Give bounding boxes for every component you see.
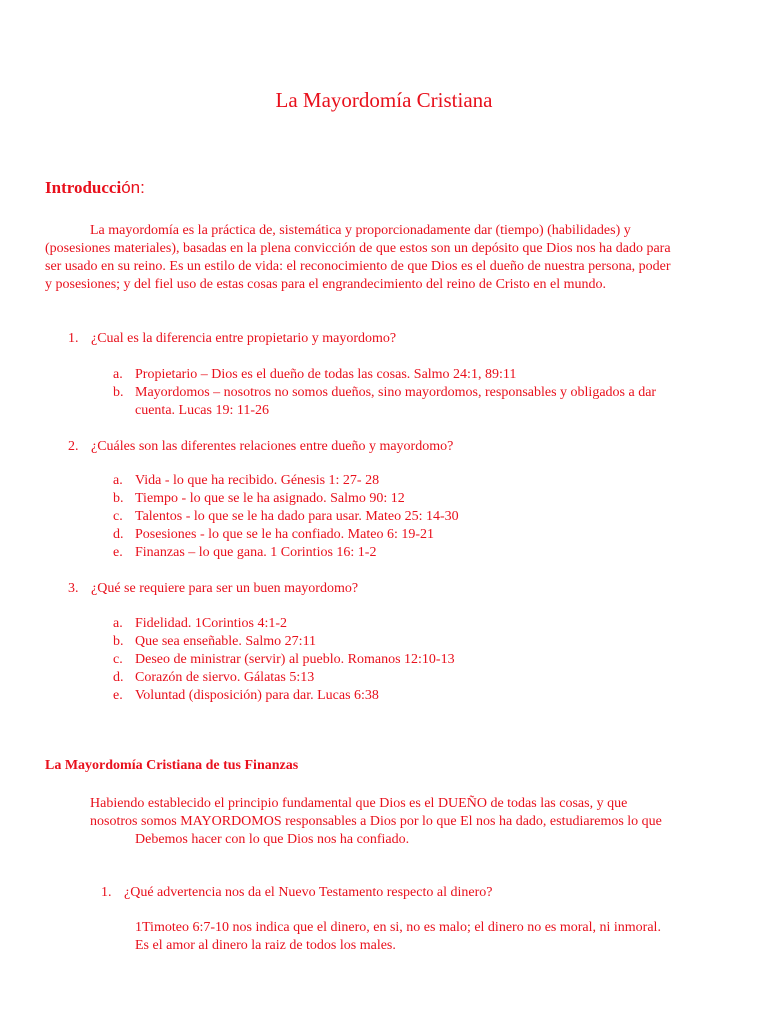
list-item-text: Corazón de siervo. Gálatas 5:13 — [135, 670, 315, 685]
section-paragraph-line: nosotros somos MAYORDOMOS responsables a Dios por lo que El nos ha dado, estudiaremos lo que — [90, 814, 662, 829]
list-item-text: Vida - lo que ha recibido. Génesis 1: 27- 28 — [135, 473, 380, 488]
list-item-text: cuenta. Lucas 19: 11-26 — [135, 403, 269, 418]
section-paragraph-line: Habiendo establecido el principio fundamental que Dios es el DUEÑO de todas las cosas, y que — [90, 796, 628, 811]
question-number: 3. — [68, 581, 79, 596]
list-item-letter: e. — [113, 545, 123, 560]
list-item-letter: e. — [113, 688, 123, 703]
list-item-letter: b. — [113, 491, 124, 506]
intro-heading — [45, 178, 145, 198]
list-item-text: Posesiones - lo que se le ha confiado. Mateo 6: 19-21 — [135, 527, 434, 542]
intro-heading-main: Introducci — [45, 178, 122, 197]
section-paragraph-line: Debemos hacer con lo que Dios nos ha confiado. — [135, 832, 410, 847]
intro-heading-tail: ón: — [121, 178, 145, 197]
section-heading: La Mayordomía Cristiana de tus Finanzas — [45, 758, 299, 773]
list-item-letter: a. — [113, 616, 123, 631]
intro-paragraph-line: ser usado en su reino. Es un estilo de vida: el reconocimiento de que Dios es el dueño de nuestra persona, poder — [45, 259, 671, 274]
list-item-letter: a. — [113, 473, 123, 488]
question-number: 1. — [101, 885, 112, 900]
list-item-letter: b. — [113, 634, 124, 649]
document-title: La Mayordomía Cristiana — [275, 88, 493, 112]
list-item-text: Propietario – Dios es el dueño de todas las cosas. Salmo 24:1, 89:11 — [135, 367, 517, 382]
intro-paragraph-line: (posesiones materiales), basadas en la plena convicción de que estos son un depósito que Dios nos ha dado para — [45, 241, 671, 256]
list-item-text: Voluntad (disposición) para dar. Lucas 6:38 — [135, 688, 379, 703]
list-item-text: Fidelidad. 1Corintios 4:1-2 — [135, 616, 288, 631]
question-text: ¿Qué se requiere para ser un buen mayordomo? — [91, 581, 359, 596]
question-2 — [68, 438, 453, 456]
question-number: 2. — [68, 439, 79, 454]
question-number: 1. — [68, 331, 79, 346]
list-item-text: Tiempo - lo que se le ha asignado. Salmo 90: 12 — [135, 491, 405, 506]
section-question — [101, 884, 492, 902]
question-3 — [68, 580, 358, 598]
intro-paragraph — [45, 222, 735, 294]
question-text: ¿Cuáles son las diferentes relaciones entre dueño y mayordomo? — [91, 439, 454, 454]
list-item-letter: c. — [113, 509, 123, 524]
list-item-text: Deseo de ministrar (servir) al pueblo. Romanos 12:10-13 — [135, 652, 455, 667]
list-item-text: Talentos - lo que se le ha dado para usar. Mateo 25: 14-30 — [135, 509, 459, 524]
intro-paragraph-line: y posesiones; y del fiel uso de estas cosas para el engrandecimiento del reino de Cristo en el mundo. — [45, 277, 607, 292]
answer-line: 1Timoteo 6:7-10 nos indica que el dinero, en si, no es malo; el dinero no es moral, ni inmoral. — [135, 920, 661, 935]
question-text: ¿Qué advertencia nos da el Nuevo Testamento respecto al dinero? — [124, 885, 493, 900]
question-1 — [68, 330, 396, 348]
list-item-letter: d. — [113, 527, 124, 542]
intro-paragraph-line: La mayordomía es la práctica de, sistemática y proporcionadamente dar (tiempo) (habilidades) y — [90, 223, 631, 238]
list-item-letter: c. — [113, 652, 123, 667]
list-item-letter: b. — [113, 385, 124, 400]
list-item-letter: a. — [113, 367, 123, 382]
list-item-text: Finanzas – lo que gana. 1 Corintios 16: 1-2 — [135, 545, 377, 560]
list-item-letter: d. — [113, 670, 124, 685]
list-item-text: Que sea enseñable. Salmo 27:11 — [135, 634, 317, 649]
question-text: ¿Cual es la diferencia entre propietario y mayordomo? — [91, 331, 397, 346]
answer-line: Es el amor al dinero la raiz de todos los males. — [135, 938, 396, 953]
list-item-text: Mayordomos – nosotros no somos dueños, sino mayordomos, responsables y obligados a dar — [135, 385, 657, 400]
